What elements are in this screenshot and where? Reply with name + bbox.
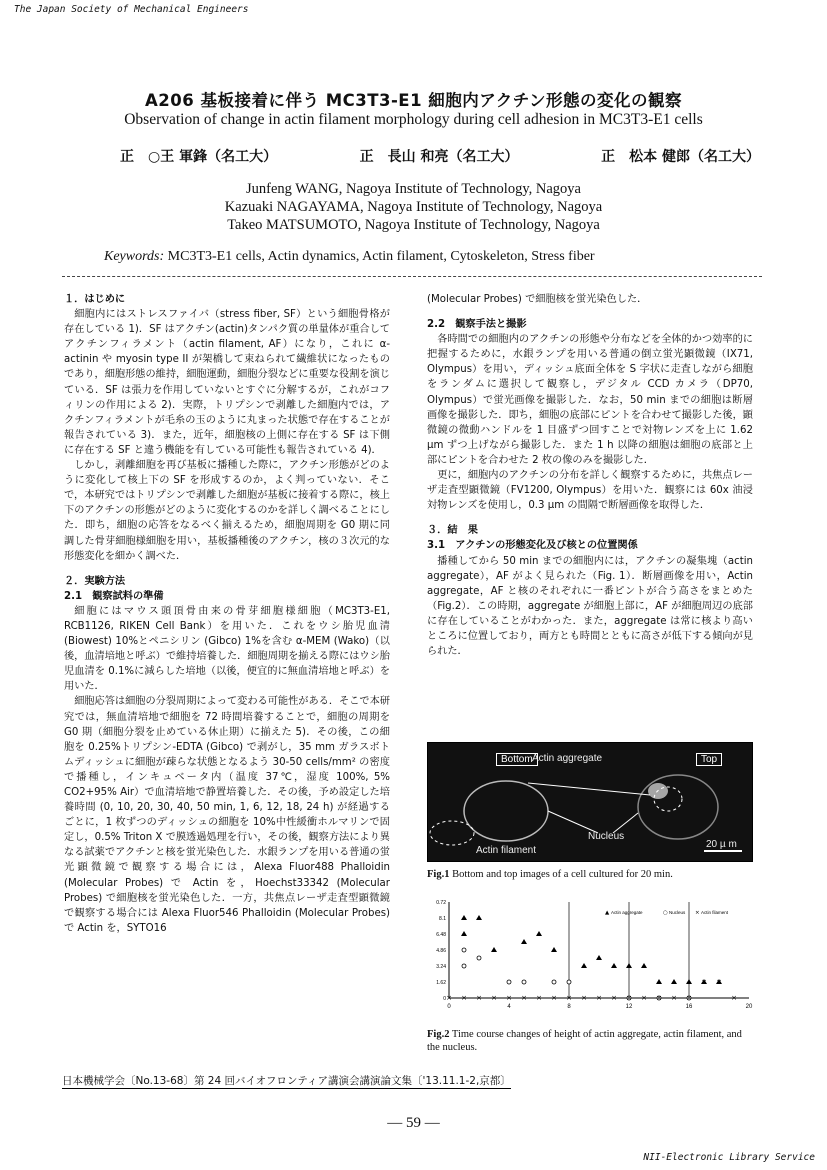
- nucleus-point: [507, 980, 511, 984]
- fig2-caption-text: Time course changes of height of actin aggregate, actin filament, and the nucleus.: [427, 1029, 742, 1053]
- fig2-caption: [427, 1028, 753, 1054]
- actin-aggregate-point: [671, 979, 677, 984]
- paragraph: 播種してから 50 min までの細胞内には，アクチンの凝集塊（actin aggregate），AF がよく見られた（Fig. 1）．断層画像を用い，Actin aggregate，AF と核のそれぞれに一番ピントが合う高さをまとめた（Fig.2）．この時期，aggregate が細胞上部に，AF が細胞周辺の底部に存在していることがわかった．また，aggregate は常に核より高いところに位置しており，両方とも時間とともに高さが低下する傾向が見られた．: [427, 555, 753, 658]
- section-heading: ３．結 果: [427, 525, 478, 537]
- actin-filament-point: ×: [731, 994, 737, 1002]
- section-heading: ２．実験方法: [64, 575, 126, 587]
- y-tick-label: 3.24: [436, 964, 446, 970]
- legend-label: Nucleus: [669, 910, 686, 915]
- actin-aggregate-point: [461, 931, 467, 936]
- paragraph: (Molecular Probes) で細胞核を蛍光染色した．: [427, 294, 648, 305]
- actin-aggregate-point: [551, 947, 557, 952]
- actin-aggregate-point: [476, 915, 482, 920]
- actin-filament-point: ×: [521, 994, 527, 1002]
- actin-aggregate-point: [596, 955, 602, 960]
- authors-en: [0, 180, 827, 234]
- nucleus-label: Nucleus: [588, 831, 625, 842]
- keywords-text: MC3T3-E1 cells, Actin dynamics, Actin filament, Cytoskeleton, Stress fiber: [167, 249, 595, 264]
- x-tick-label: 12: [625, 1004, 633, 1010]
- actin-aggregate-point: [641, 963, 647, 968]
- divider: [62, 276, 762, 277]
- y-tick-label: 8.1: [439, 916, 446, 922]
- actin-filament-point: ×: [701, 978, 707, 986]
- actin-aggregate-point: [656, 979, 662, 984]
- actin-filament-label: Actin filament: [476, 845, 537, 856]
- paragraph: しかし，剥離細胞を再び基板に播種した際に，アクチン形態がどのように変化して核上下の SF を形成するのか，よく判っていない．そこで，本研究ではトリプシンで剥離した細胞が基板に接着する際に，核上下のアクチンの形態がどのように変化するのかを詳しく調べることにした．即ち，細胞の応答をなるべく揃えるため，細胞周期を G0 期に同調した骨芽細胞様細胞を用い，基板播種後のアクチン，核の３次元的な形態変化を細かく調べた．: [64, 460, 390, 562]
- y-tick-label: 4.86: [436, 948, 446, 954]
- paper-title-en: Observation of change in actin filament morphology during cell adhesion in MC3T3-E1 cells: [124, 111, 703, 128]
- author-en: Junfeng WANG, Nagoya Institute of Technology, Nagoya: [246, 181, 581, 197]
- actin-aggregate-point: [626, 963, 632, 968]
- actin-filament-point: ×: [566, 994, 572, 1002]
- fig1-caption-text: Bottom and top images of a cell cultured for 20 min.: [449, 869, 673, 880]
- actin-aggregate-point: [536, 931, 542, 936]
- paragraph: 更に，細胞内のアクチンの分布を詳しく観察するために，共焦点レーザ走査型顕微鏡（FV1200, Olympus）を用いた．観察には 60x 油浸対物レンズを使用し，0.3 µm の間隔で断層画像を取得した．: [427, 470, 753, 512]
- actin-aggregate-point: [581, 963, 587, 968]
- actin-aggregate-point: [611, 963, 617, 968]
- paragraph: 各時間での細胞内のアクチンの形態や分布などを全体的かつ効率的に把握するために，水銀ランプを用いる普通の倒立蛍光顕微鏡（IX71, Olympus）を用い，ディッシュ底面全体を S 字状に走査しながら細胞をランダムに選択して観察し，デジタル CCD カメラ（DP70, Olympus）で蛍光画像を撮影した．なお，50 min までの細胞は断層画像を撮影した．即ち，細胞の底部にピントを合わせて撮影した後，顕微鏡の微動ハンドルを 1 目盛ずつ回すことで対物レンズを上に 1.62 µm ずつ上げながら撮影した．また 1 h 以降の細胞は細胞の底部と上部にピントを合わせた 2 枚の像のみを撮影した．: [427, 334, 753, 466]
- y-tick-label: 1.62: [436, 980, 446, 986]
- paragraph: 細胞内にはストレスファイバ（stress fiber, SF）という細胞骨格が存在している 1)．SF はアクチン(actin)タンパク質の単量体が重合してアクチンフィラメント（actin filament, AF）になり，これに α-actinin や myosin type II が架橋して束ねられて繊維状になったものであり，細胞形態の維持，細胞運動，細胞分裂などに重要な役割を演じている．SF は張力を作用していないとすぐに分解するが，これがコフィリンの作用による 2)．実際，トリプシンで剥離した細胞内では，アクチンフィラメントが毛糸の玉のように丸まった状態で存在することが報告されている 3)．また，近年，細胞核の上側に存在する SF は下側に存在する SF と違う機能を有している可能性も報告されている 4)．: [64, 309, 390, 456]
- x-tick-label: 0: [447, 1004, 451, 1010]
- actin-filament-point: ×: [491, 994, 497, 1002]
- actin-filament-point: ×: [581, 994, 587, 1002]
- legend-marker: ○: [663, 910, 668, 916]
- actin-filament-point: ×: [476, 994, 482, 1002]
- actin-aggregate-point: [461, 915, 467, 920]
- page-number: — 59 —: [387, 1115, 440, 1131]
- actin-filament-point: ×: [446, 994, 452, 1002]
- library-footer: NII-Electronic Library Service: [643, 1152, 815, 1163]
- actin-filament-point: ×: [716, 978, 722, 986]
- keywords-label: Keywords:: [104, 249, 165, 264]
- section-heading: １．はじめに: [64, 294, 126, 305]
- legend-marker: ×: [695, 910, 700, 916]
- subsection-heading: 2.2 観察手法と撮影: [427, 319, 527, 331]
- fig1-caption-label: Fig.1: [427, 869, 450, 880]
- author-jp: 正 長山 和亮（名工大）: [359, 149, 519, 165]
- society-header: The Japan Society of Mechanical Engineers: [14, 4, 249, 15]
- nucleus-point: [477, 956, 481, 960]
- actin-filament-point: ×: [461, 994, 467, 1002]
- nucleus-point: [567, 980, 571, 984]
- fig1-caption: [427, 868, 753, 881]
- legend-marker: ▲: [605, 910, 610, 916]
- actin-aggregate-label: Actin aggregate: [532, 753, 603, 764]
- keywords: [104, 249, 595, 265]
- nucleus-point: [522, 980, 526, 984]
- paragraph: 細胞応答は細胞の分裂周期によって変わる可能性がある．そこで本研究では，無血清培地で細胞を 72 時間培養することで，細胞の周期を G0 期（細胞分裂を止めている休止期）に揃えた 5)．その後，この細胞を 0.25%トリプシン-EDTA (Gibco) で剥がし，35 mm ガラスボトムディッシュに細胞が疎らな状態となるよう 30-50 cells/mm² の密度で播種し，インキュベータ内（温度 37℃，湿度 100%, 5% CO2+95% Air）で血清培地で静置培養した．その後，予め設定した培養時間 (0, 10, 20, 30, 40, 50 min, 1, 6, 12, 18, 24 h) が経過するごとに，1 枚ずつのディッシュの細胞を 10%中性緩衝ホルマリンで固定し，0.5% Triton X で膜透過処理を行い，その後，観察方法により異なる試薬でアクチンと核を蛍光染色した．水銀ランプを用いる普通の蛍光顕微鏡で観察する場合には，Alexa Fluor488 Phalloidin (Molecular Probes) で Actin を，Hoechst33342 (Molecular Probes) で細胞核を蛍光染色した．一方，共焦点レーザ走査型顕微鏡で観察する場合には Alexa Fluor546 Phalloidin (Molecular Probes)で Actin を，SYTO16: [64, 696, 390, 934]
- nucleus-point: [462, 964, 466, 968]
- top-label: Top: [696, 753, 722, 766]
- actin-filament-point: ×: [671, 994, 677, 1002]
- actin-aggregate-point: [491, 947, 497, 952]
- paragraph: 細胞にはマウス頭頂骨由来の骨芽細胞様細胞（MC3T3-E1, RCB1126, RIKEN Cell Bank）を用いた．これをウシ胎児血清(Biowest) 10%とペニシリン (Gibco) 1%を含む α-MEM (Wako)（以後，血清培地と呼ぶ）で維持培養した．細胞周期を揃える際にはウシ胎児血清を 0.1%に減らした培地（以後，便宜的に無血清培地と呼ぶ）を用いた．: [64, 605, 390, 693]
- x-tick-label: 16: [685, 1004, 693, 1010]
- right-column: [427, 292, 753, 659]
- authors-jp: [120, 146, 760, 166]
- bottom-label: Bottom: [496, 753, 538, 766]
- actin-filament-point: ×: [611, 994, 617, 1002]
- legend-label: Actin filament: [701, 910, 729, 915]
- paper-title-jp: A206 基板接着に伴う MC3T3-E1 細胞内アクチン形態の変化の観察: [145, 91, 682, 110]
- y-tick-label: 0: [443, 996, 446, 1002]
- fig2-chart: [427, 896, 757, 1018]
- y-tick-label: 6.48: [436, 932, 446, 938]
- author-jp: 正 ○王 軍鋒（名工大）: [120, 149, 278, 165]
- actin-filament-point: ×: [596, 994, 602, 1002]
- actin-filament-point: ×: [626, 994, 632, 1002]
- actin-filament-point: ×: [551, 994, 557, 1002]
- left-column: [64, 292, 390, 936]
- y-tick-label: 0.72: [436, 900, 446, 906]
- actin-filament-point: ×: [536, 994, 542, 1002]
- fig2-caption-label: Fig.2: [427, 1029, 450, 1040]
- author-en: Takeo MATSUMOTO, Nagoya Institute of Technology, Nagoya: [227, 217, 600, 233]
- conference-footer: 日本機械学会〔No.13-68〕第 24 回バイオフロンティア講演会講演論文集〔'13.11.1-2,京都〕: [62, 1075, 511, 1087]
- nucleus-point: [462, 948, 466, 952]
- actin-filament-point: ×: [686, 994, 692, 1002]
- x-tick-label: 20: [745, 1004, 753, 1010]
- actin-aggregate-point: [521, 939, 527, 944]
- actin-filament-point: ×: [641, 994, 647, 1002]
- x-tick-label: 8: [567, 1004, 571, 1010]
- author-en: Kazuaki NAGAYAMA, Nagoya Institute of Technology, Nagoya: [224, 199, 603, 215]
- actin-filament-point: ×: [506, 994, 512, 1002]
- nucleus-point: [552, 980, 556, 984]
- legend-label: Actin aggregate: [611, 910, 643, 915]
- x-tick-label: 4: [507, 1004, 511, 1010]
- subsection-heading: 2.1 観察試料の準備: [64, 590, 164, 602]
- actin-filament-point: ×: [656, 994, 662, 1002]
- author-jp: 正 松本 健郎（名工大）: [601, 149, 760, 165]
- subsection-heading: 3.1 アクチンの形態変化及び核との位置関係: [427, 540, 638, 552]
- scale-bar-label: 20 µ m: [706, 839, 737, 850]
- actin-aggregate-point: [686, 979, 692, 984]
- fig1-micrograph: [427, 742, 753, 862]
